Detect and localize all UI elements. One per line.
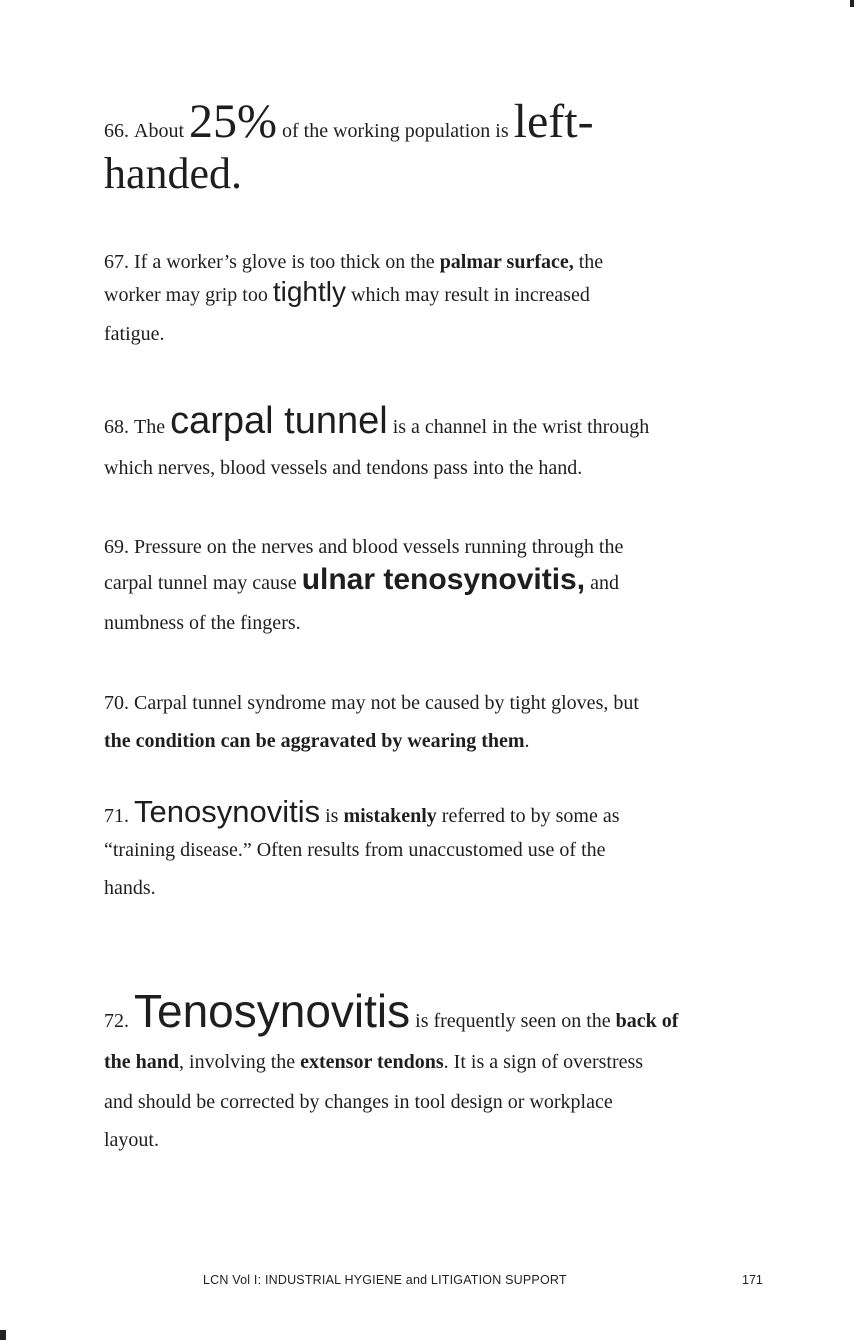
fact-text: hands. bbox=[104, 877, 156, 899]
fact-text: Carpal tunnel syndrome may not be caused by tight gloves, but bbox=[134, 692, 639, 714]
bold-term: the condition can be aggravated by wearing them bbox=[104, 730, 525, 752]
fact-text: is frequently seen on the bbox=[415, 1010, 611, 1032]
bold-term: extensor tendons bbox=[300, 1051, 444, 1073]
fact-number: 67. bbox=[104, 251, 129, 273]
fact-text: fatigue. bbox=[104, 323, 165, 345]
fact-number: 70. bbox=[104, 692, 129, 714]
fact-text: is bbox=[325, 805, 339, 827]
fact-number: 68. bbox=[104, 416, 129, 438]
fact-text: . It is a sign of overstress bbox=[443, 1051, 644, 1073]
emphasis-large: handed. bbox=[104, 149, 243, 198]
running-footer: LCN Vol I: INDUSTRIAL HYGIENE and LITIGATION SUPPORT bbox=[203, 1273, 567, 1287]
fact-text: , involving the bbox=[179, 1051, 296, 1073]
fact-number: 71. bbox=[104, 805, 129, 827]
fact-text: which nerves, blood vessels and tendons pass into the hand. bbox=[104, 457, 583, 479]
bold-term: back of bbox=[615, 1010, 679, 1032]
fact-text: of the working population is bbox=[281, 120, 509, 142]
emphasis-large: Tenosynovitis bbox=[134, 985, 411, 1037]
fact-text: carpal tunnel may cause bbox=[104, 572, 297, 594]
fact-text: the bbox=[578, 251, 604, 273]
fact-66 bbox=[104, 95, 774, 198]
fact-text: “training disease.” Often results from unaccustomed use of the bbox=[104, 839, 606, 861]
fact-text: and should be corrected by changes in tool design or workplace bbox=[104, 1091, 613, 1113]
fact-68 bbox=[104, 402, 774, 478]
fact-text: numbness of the fingers. bbox=[104, 612, 301, 634]
fact-text: Pressure on the nerves and blood vessels running through the bbox=[134, 536, 624, 558]
fact-text: . bbox=[524, 730, 530, 752]
fact-71 bbox=[104, 796, 774, 898]
emphasis-large: left- bbox=[513, 95, 594, 148]
fact-70 bbox=[104, 693, 774, 751]
emphasis-large: carpal tunnel bbox=[170, 400, 388, 442]
scan-artifact bbox=[850, 0, 854, 7]
bold-term: the hand bbox=[104, 1051, 180, 1073]
fact-text: If a worker’s glove is too thick on the bbox=[134, 251, 435, 273]
fact-69 bbox=[104, 537, 774, 633]
fact-number: 69. bbox=[104, 536, 129, 558]
fact-67 bbox=[104, 252, 774, 344]
fact-text: About bbox=[134, 120, 184, 142]
bold-term: palmar surface, bbox=[439, 251, 574, 273]
fact-text: is a channel in the wrist through bbox=[392, 416, 650, 438]
fact-number: 72. bbox=[104, 1010, 129, 1032]
fact-72 bbox=[104, 985, 774, 1151]
fact-text: worker may grip too bbox=[104, 284, 268, 306]
emphasis-large: 25% bbox=[189, 95, 277, 148]
fact-text: The bbox=[134, 416, 166, 438]
emphasis-large: ulnar tenosynovitis, bbox=[301, 563, 586, 596]
fact-text: layout. bbox=[104, 1129, 159, 1151]
fact-text: and bbox=[590, 572, 619, 594]
fact-number: 66. bbox=[104, 120, 129, 142]
emphasis-large: Tenosynovitis bbox=[134, 794, 321, 829]
fact-text: which may result in increased bbox=[351, 284, 590, 306]
scan-artifact bbox=[0, 1330, 6, 1340]
fact-text: referred to by some as bbox=[441, 805, 620, 827]
page-number: 171 bbox=[742, 1273, 763, 1287]
bold-term: mistakenly bbox=[343, 805, 437, 827]
emphasis-large: tightly bbox=[272, 276, 347, 307]
